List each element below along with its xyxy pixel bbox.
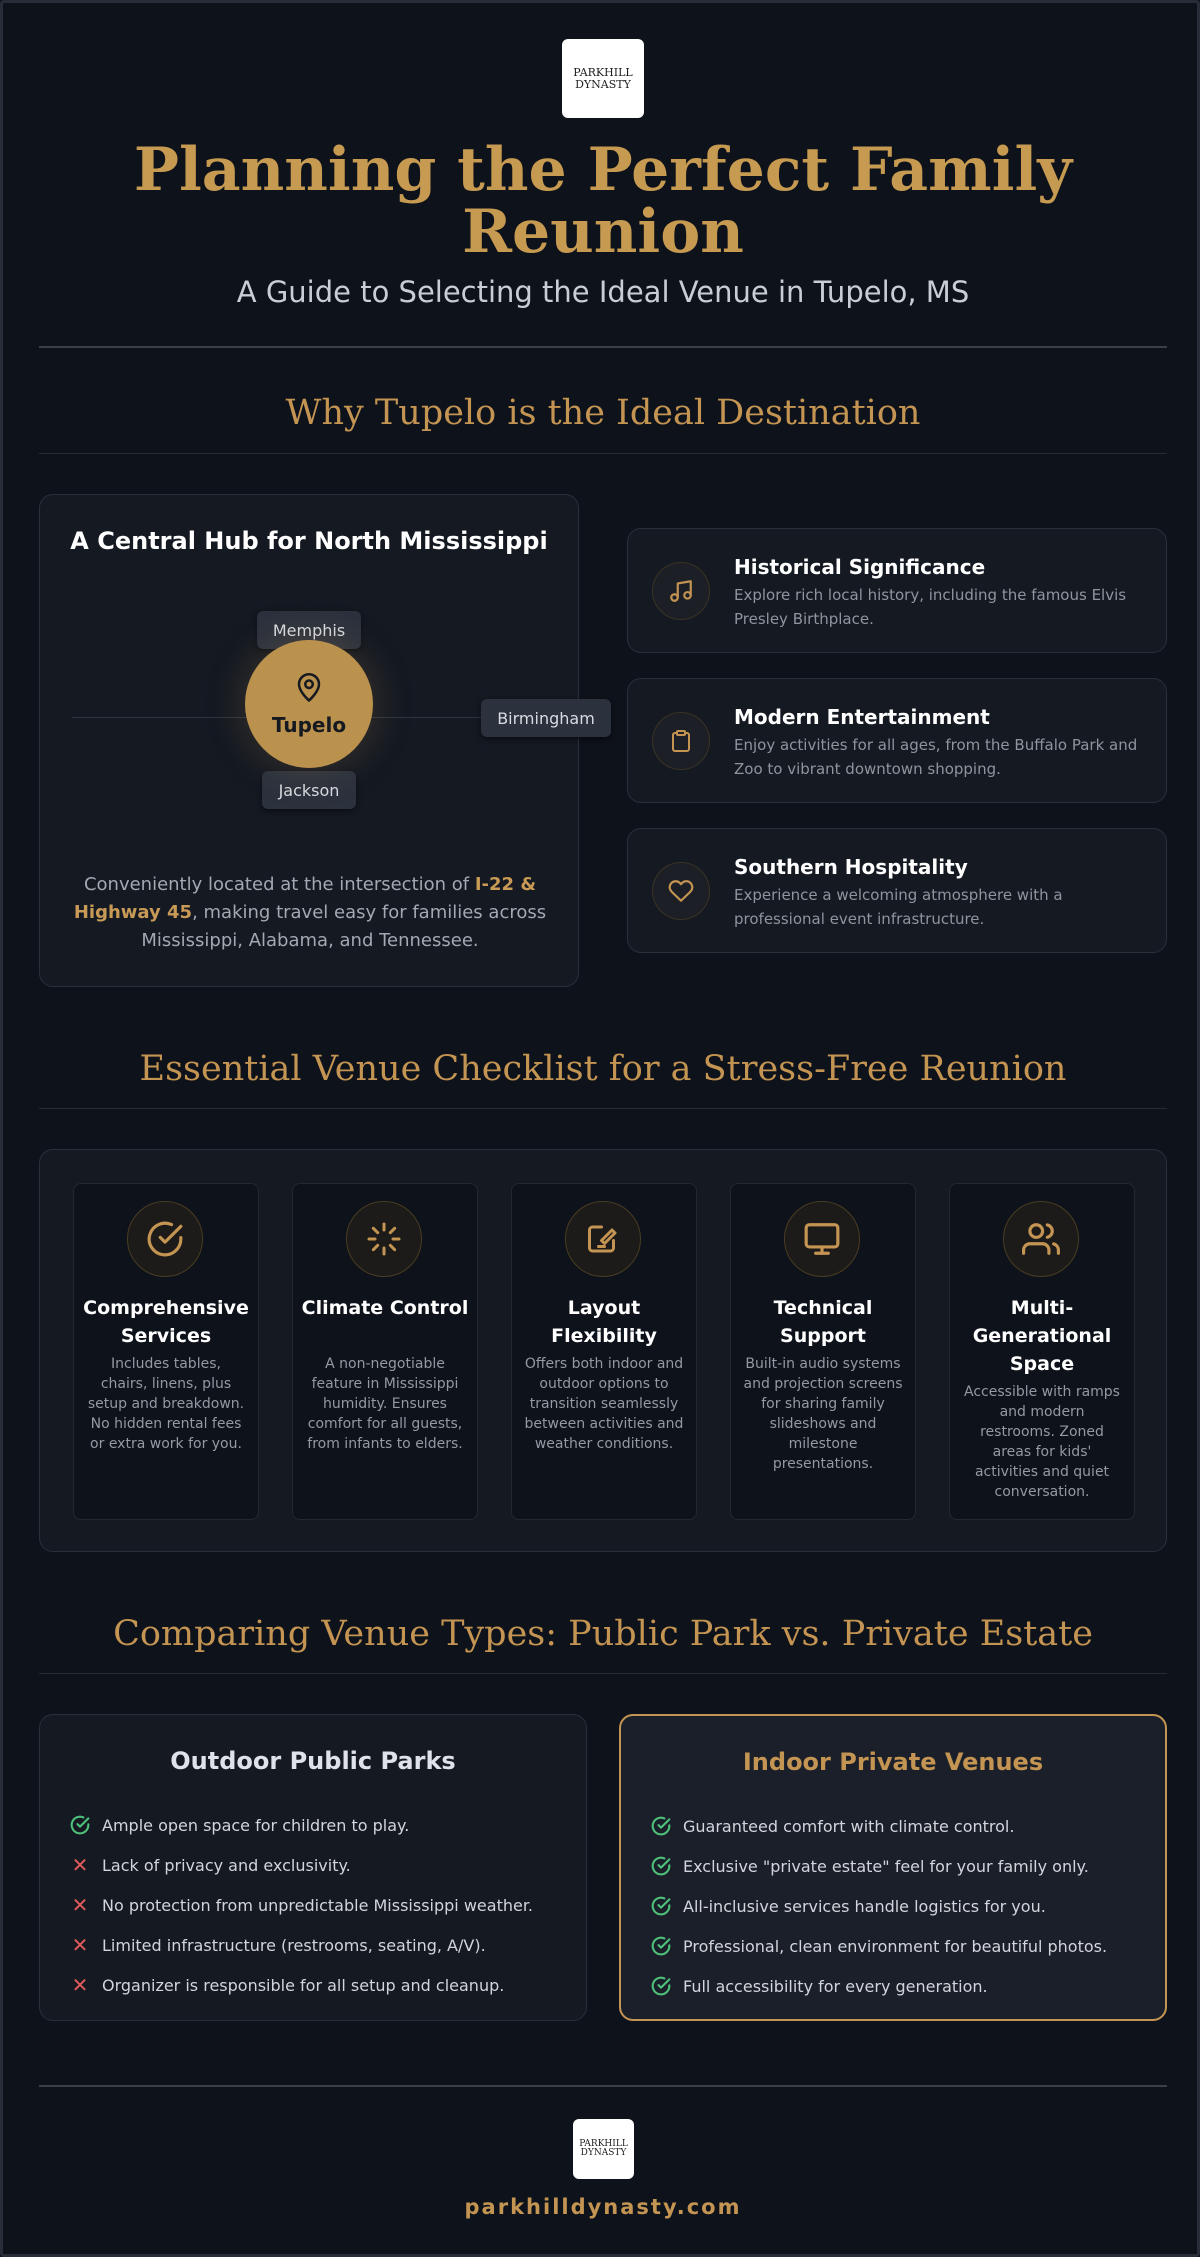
section-divider-compare [39, 1673, 1167, 1674]
feature-desc: Experience a welcoming atmosphere with a professional event infrastructure. [734, 886, 1063, 928]
checklist-desc: Accessible with ramps and modern restrooms. Zoned areas for kids' activities and quiet conversation. [964, 1384, 1120, 1500]
checklist-desc: Includes tables, chairs, linens, plus setup and breakdown. No hidden rental fees or extra work for you. [87, 1356, 245, 1452]
check-circle-icon [651, 1816, 671, 1836]
heart-icon [652, 862, 710, 920]
feature-card-entertainment [627, 678, 1167, 803]
city-memphis: Memphis [257, 611, 361, 649]
checklist-panel [39, 1149, 1167, 1552]
page-title: Planning the Perfect Family Reunion [133, 135, 1073, 267]
section-title-checklist: Essential Venue Checklist for a Stress-Free Reunion [139, 1049, 1067, 1089]
monitor-icon [784, 1201, 860, 1277]
comparison-item [70, 1805, 533, 1845]
header-divider [39, 346, 1167, 348]
comparison-text: Guaranteed comfort with climate control. [683, 1816, 1015, 1836]
comparison-item [70, 1965, 533, 2005]
private-title: Indoor Private Venues [742, 1748, 1044, 1776]
music-note-icon [652, 562, 710, 620]
footer-link[interactable]: parkhilldynasty.com [464, 2195, 742, 2219]
checklist-desc: Offers both indoor and outdoor options to transition seamlessly between activities and weather conditions. [524, 1356, 684, 1452]
tupelo-label: Tupelo [271, 713, 347, 737]
private-list [651, 1806, 1107, 2006]
cross-icon: ✕ [71, 1973, 89, 1997]
check-circle-icon [651, 1976, 671, 1996]
comparison-text: No protection from unpredictable Mississippi weather. [102, 1895, 534, 1915]
hub-description [65, 871, 555, 955]
feature-title: Southern Hospitality [734, 855, 968, 879]
hub-card [39, 494, 595, 987]
checklist-title: Multi-Generational Space [972, 1297, 1112, 1375]
comparison-item [70, 1885, 533, 1925]
checklist-item [73, 1183, 259, 1520]
check-circle-icon [651, 1936, 671, 1956]
comparison-text: Professional, clean environment for beautiful photos. [683, 1936, 1108, 1956]
city-birmingham: Birmingham [481, 699, 611, 737]
section-divider-checklist [39, 1108, 1167, 1109]
comparison-text: Ample open space for children to play. [102, 1815, 410, 1835]
feature-card-history [627, 528, 1167, 653]
checklist-item [292, 1183, 478, 1520]
cross-icon: ✕ [71, 1893, 89, 1917]
hub-desc-text-end: , making travel easy for families across Mississippi, Alabama, and Tennessee. [141, 902, 547, 951]
parks-list [70, 1805, 533, 2005]
logo-line-1: PARKHILL [579, 2138, 628, 2149]
checklist-item [730, 1183, 916, 1520]
parks-title: Outdoor Public Parks [170, 1747, 456, 1775]
tupelo-marker [245, 640, 373, 768]
feature-title: Modern Entertainment [734, 705, 990, 729]
brand-logo [562, 39, 644, 118]
comparison-item [70, 1925, 533, 1965]
footer-divider [39, 2085, 1167, 2087]
checklist-title: Technical Support [773, 1297, 873, 1347]
feature-card-hospitality [627, 828, 1167, 953]
hub-title: A Central Hub for North Mississippi [70, 527, 548, 555]
city-jackson: Jackson [262, 771, 356, 809]
comparison-text: All-inclusive services handle logistics for you. [683, 1896, 1046, 1916]
comparison-text: Organizer is responsible for all setup and cleanup. [102, 1975, 505, 1995]
section-title-why: Why Tupelo is the Ideal Destination [285, 393, 921, 433]
footer-logo [573, 2119, 634, 2179]
logo-line-2: DYNASTY [580, 2148, 627, 2158]
loader-icon [346, 1201, 422, 1277]
logo-line-2: DYNASTY [575, 77, 631, 91]
checklist-item [949, 1183, 1135, 1520]
checklist-title: Layout Flexibility [551, 1297, 657, 1347]
comparison-item [651, 1966, 1107, 2006]
comparison-text: Lack of privacy and exclusivity. [102, 1855, 351, 1875]
comparison-text: Limited infrastructure (restrooms, seating, A/V). [102, 1935, 486, 1955]
checklist-item [511, 1183, 697, 1520]
comparison-item [651, 1926, 1107, 1966]
map-pin-icon [294, 671, 324, 709]
check-circle-icon [651, 1856, 671, 1876]
feature-desc: Enjoy activities for all ages, from the Buffalo Park and Zoo to vibrant downtown shopping. [734, 736, 1138, 778]
users-icon [1003, 1201, 1079, 1277]
hub-desc-highlight: I-22 & Highway 45 [73, 874, 537, 923]
check-circle-icon [70, 1815, 90, 1835]
cross-icon: ✕ [71, 1933, 89, 1957]
section-title-compare: Comparing Venue Types: Public Park vs. Private Estate [113, 1614, 1093, 1654]
feature-desc: Explore rich local history, including the famous Elvis Presley Birthplace. [734, 586, 1127, 628]
page-subtitle: A Guide to Selecting the Ideal Venue in Tupelo, MS [236, 275, 970, 309]
comparison-item [651, 1886, 1107, 1926]
checklist-title: Climate Control [301, 1297, 469, 1319]
hub-desc-text: Conveniently located at the intersection of [83, 874, 475, 895]
clipboard-icon [652, 712, 710, 770]
comparison-item [70, 1845, 533, 1885]
private-card [619, 1714, 1167, 2021]
logo-line-1: PARKHILL [573, 65, 633, 79]
section-divider-why [39, 453, 1167, 454]
check-circle-icon [651, 1896, 671, 1916]
check-circle-icon [127, 1201, 203, 1277]
feature-title: Historical Significance [734, 555, 986, 579]
layout-edit-icon [565, 1201, 641, 1277]
checklist-desc: Built-in audio systems and projection screens for sharing family slideshows and milestone presentations. [743, 1356, 903, 1472]
checklist-desc: A non-negotiable feature in Mississippi humidity. Ensures comfort for all guests, from infants to elders. [307, 1356, 463, 1452]
comparison-text: Full accessibility for every generation. [683, 1976, 988, 1996]
parks-card [39, 1714, 587, 2021]
comparison-item [651, 1846, 1107, 1886]
comparison-item [651, 1806, 1107, 1846]
comparison-text: Exclusive "private estate" feel for your family only. [683, 1856, 1089, 1876]
checklist-title: Comprehensive Services [83, 1297, 249, 1347]
cross-icon: ✕ [71, 1853, 89, 1877]
